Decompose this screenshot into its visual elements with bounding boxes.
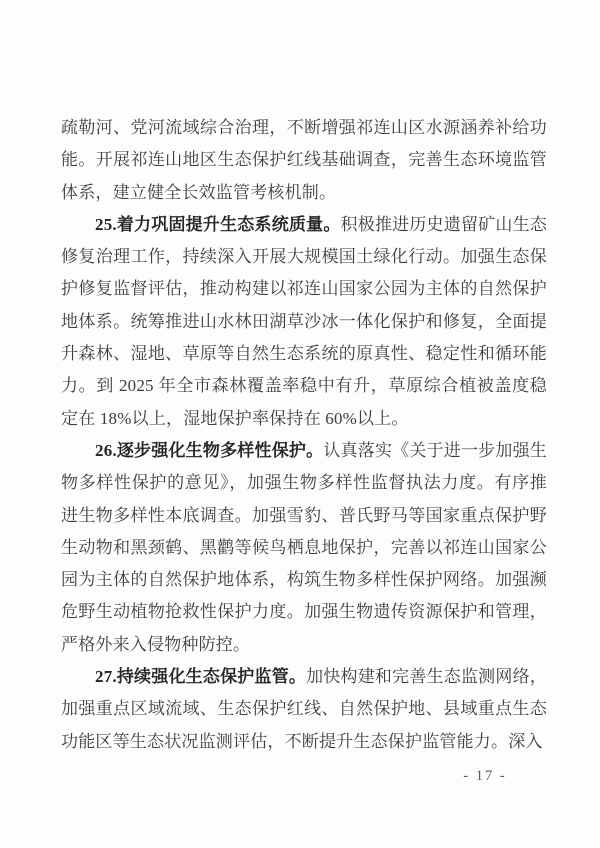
document-body <box>61 112 547 758</box>
paragraph-text: 积极推进历史遗留矿山生态修复治理工作，持续深入开展大规模国土绿化行动。加强生态保护修复监督评估，推动构建以祁连山国家公园为主体的自然保护地体系。统筹推进山水林田湖草沙冰一体化保护和修复，全面提升森林、湿地、草原等自然生态系统的原真性、稳定性和循环能力。到 2025 年全市森林覆盖率稳中有升，草原综合植被盖度稳定在 18%以上，湿地保护率保持在 60%以上。 <box>61 214 547 428</box>
paragraph-25-heading: 25.着力巩固提升生态系统质量。 <box>95 214 341 234</box>
paragraph-27-heading: 27.持续强化生态保护监管。 <box>95 667 307 687</box>
paragraph-text: 加快构建和完善生态监测网络，加强重点区域流域、生态保护红线、自然保护地、县域重点生态功能区等生态状况监测评估，不断提升生态保护监管能力。深入 <box>61 667 547 751</box>
paragraph-text: 认真落实《关于进一步加强生物多样性保护的意见》，加强生物多样性监督执法力度。有序推进生物多样性本底调查。加强雪豹、普氏野马等国家重点保护野生动物和黑颈鹤、黑鹳等候鸟栖息地保护，完善以祁连山国家公园为主体的自然保护地体系，构筑生物多样性保护网络。加强濒危野生动植物抢救性保护力度。加强生物遗传资源保护和管理，严格外来入侵物种防控。 <box>61 440 547 654</box>
paragraph-26-heading: 26.逐步强化生物多样性保护。 <box>95 440 324 460</box>
paragraph-27 <box>61 661 547 758</box>
paragraph-text: 疏勒河、党河流域综合治理，不断增强祁连山区水源涵养补给功能。开展祁连山地区生态保护红线基础调查，完善生态环境监管体系，建立健全长效监管考核机制。 <box>61 118 547 202</box>
paragraph-26 <box>61 435 547 661</box>
paragraph-continuation <box>61 112 547 209</box>
page-number: - 17 - <box>463 768 507 784</box>
paragraph-25 <box>61 209 547 435</box>
